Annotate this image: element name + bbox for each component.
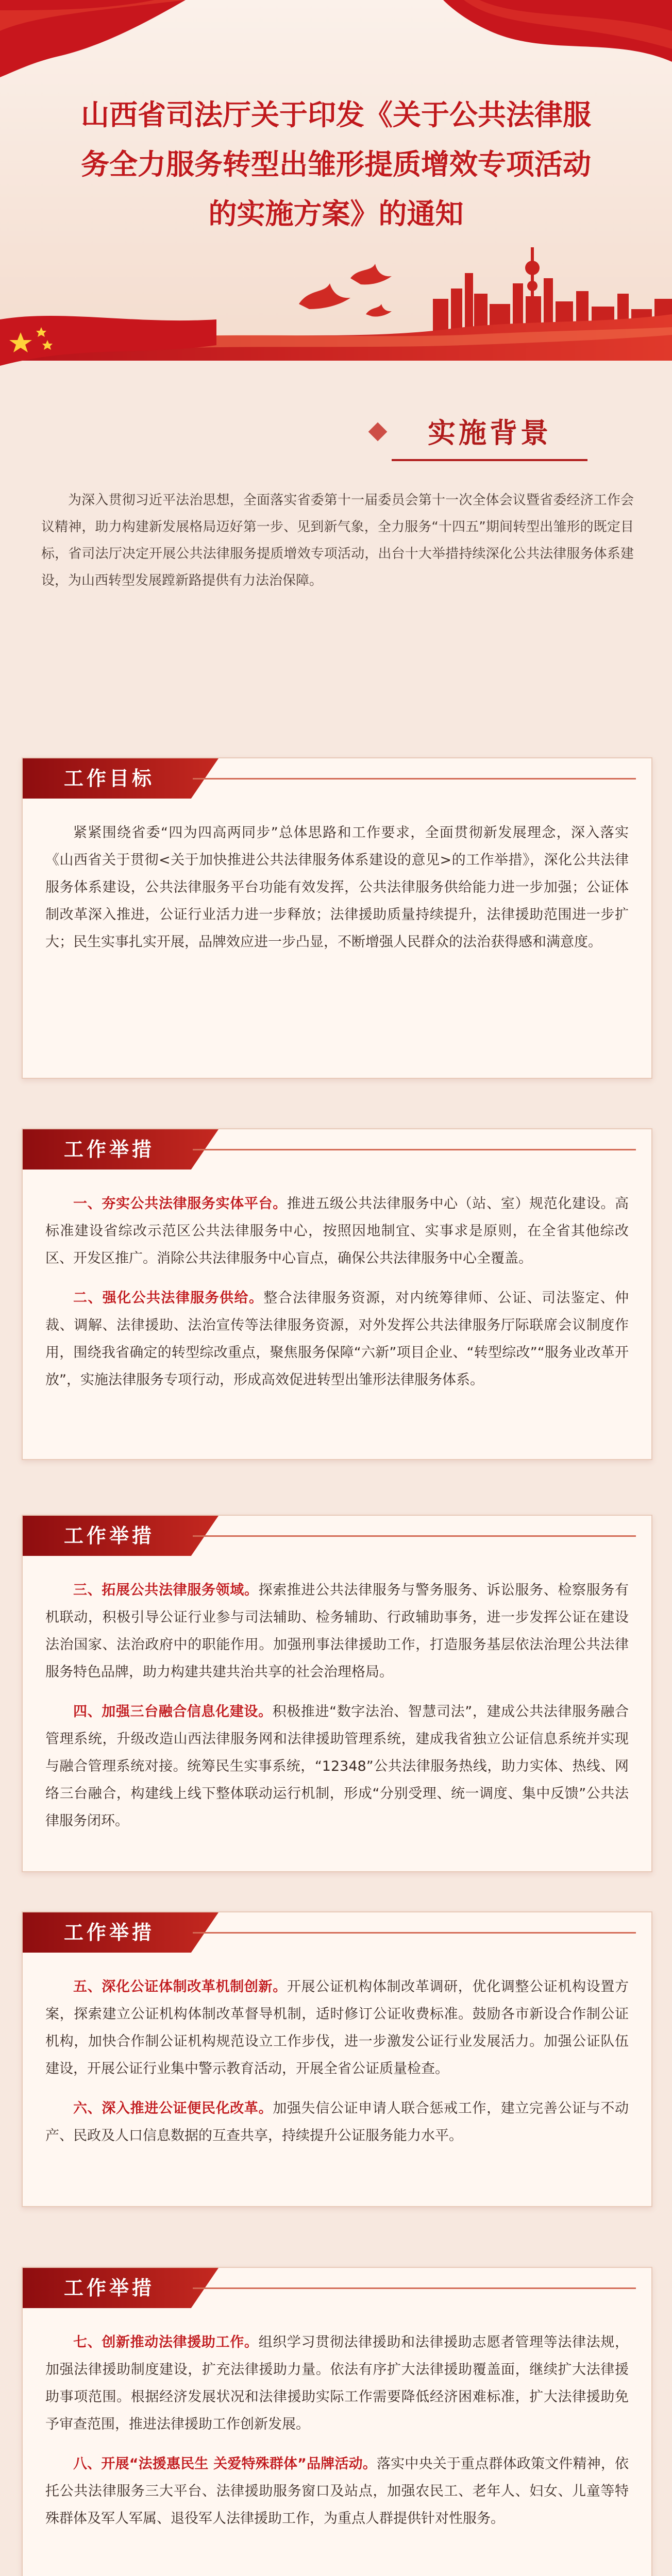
measures-body: [45, 1190, 629, 1406]
measure-text: 探索推进公共法律服务与警务服务、诉讼服务、检察服务有机联动，积极引导公证行业参与司法辅助、检务辅助、行政辅助事务，进一步发挥公证在建设法治国家、法治政府中的职能作用。加强刑事法律援助工作，打造服务基层依法治理公共法律服务特色品牌，助力构建共建共治共享的社会治理格局。: [45, 1582, 629, 1680]
heading-underline: [392, 459, 587, 461]
measure-text: 开展公证机构体制改革调研，优化调整公证机构设置方案，探索建立公证机构体制改革督导机制，适时修订公证收费标准。鼓励各市新设合作制公证机构，加快合作制公证机构规范设立工作步伐，进一步激发公证行业发展活力。加强公证队伍建设，开展公证行业集中警示教育活动，开展全省公证质量检查。: [45, 1979, 629, 2077]
measures-heading: 工作举措: [64, 1524, 155, 1547]
measure-lead: 三、拓展公共法律服务领域。: [73, 1582, 259, 1598]
background-heading-text: 实施背景: [428, 416, 551, 449]
title-line-3: 的实施方案》的通知: [208, 197, 464, 230]
measures-body: [45, 2329, 629, 2545]
measure-lead: 四、加强三台融合信息化建设。: [73, 1704, 273, 1720]
measures-heading: 工作举措: [64, 1921, 155, 1944]
flag-top-right: [443, 0, 672, 72]
goal-heading: 工作目标: [64, 767, 155, 790]
page-title: [77, 90, 595, 239]
title-line-1: 山西省司法厅关于印发《关于公共法律服: [80, 98, 591, 131]
measure-text: 落实中央关于重点群体政策文件精神，依托公共法律服务三大平台、法律援助服务窗口及站点，加强农民工、老年人、妇女、儿童等特殊群体及军人军属、退役军人法律援助工作，为重点人群提供针对性服务。: [45, 2456, 629, 2527]
measure-text: 加强失信公证申请人联合惩戒工作，建立完善公证与不动产、民政及人口信息数据的互查共享，持续提升公证服务能力水平。: [45, 2100, 629, 2144]
measures-body: [45, 1577, 629, 1847]
measures-card-1: [22, 1128, 652, 1460]
background-heading: [392, 410, 587, 464]
tab-rule: [193, 1149, 636, 1150]
measure-item: [45, 2450, 629, 2532]
goal-card: [22, 757, 652, 1079]
measure-text: 推进五级公共法律服务中心（站、室）规范化建设。高标准建设省综改示范区公共法律服务中心，按照因地制宜、实事求是原则，在全省其他综改区、开发区推广。消除公共法律服务中心盲点，确保公共法律服务中心全覆盖。: [45, 1196, 629, 1266]
header-banner: [0, 0, 672, 361]
measure-item: [45, 1698, 629, 1835]
tab-rule: [193, 778, 636, 779]
goal-text: 紧紧围绕省委“四为四高两同步”总体思路和工作要求，全面贯彻新发展理念，深入落实《山西省关于贯彻<关于加快推进公共法律服务体系建设的意见>的工作举措》，深化公共法律服务体系建设，公共法律服务平台功能有效发挥，公共法律服务供给能力进一步加强；公证体制改革深入推进，公证行业活力进一步释放；法律援助质量持续提升，法律援助范围进一步扩大；民生实事扎实开展，品牌效应进一步凸显，不断增强人民群众的法治获得感和满意度。: [45, 825, 629, 950]
measures-card-3: [22, 1911, 652, 2207]
measures-heading: 工作举措: [64, 2276, 155, 2299]
measure-item: [45, 1284, 629, 1394]
measure-text: 组织学习贯彻法律援助和法律援助志愿者管理等法律法规，加强法律援助制度建设，扩充法律援助力量。依法有序扩大法律援助覆盖面，继续扩大法律援助事项范围。根据经济发展状况和法律援助实际工作需要降低经济困难标准，扩大法律援助免予审查范围，推进法律援助工作创新发展。: [45, 2334, 629, 2432]
background-text: 为深入贯彻习近平法治思想，全面落实省委第十一届委员会第十一次全体会议暨省委经济工作会议精神，助力构建新发展格局迈好第一步、见到新气象，全力服务“十四五”期间转型出雏形的既定目标，省司法厅决定开展公共法律服务提质增效专项活动，出台十大举措持续深化公共法律服务体系建设，为山西转型发展蹚新路提供有力法治保障。: [41, 493, 634, 588]
measure-item: [45, 1973, 629, 2082]
measure-text: 积极推进“数字法治、智慧司法”，建成公共法律服务融合管理系统，升级改造山西法律服务网和法律援助管理系统，建成我省独立公证信息系统并实现与融合管理系统对接。统筹民生实事系统，“12348”公共法律服务热线，助力实体、热线、网络三台融合，构建线上线下整体联动运行机制，形成“分别受理、统一调度、集中反馈”公共法律服务闭环。: [45, 1704, 629, 1829]
title-line-2: 务全力服务转型出雏形提质增效专项活动: [80, 147, 591, 181]
measure-lead: 一、夯实公共法律服务实体平台。: [73, 1196, 287, 1212]
measure-lead: 五、深化公证体制改革机制创新。: [73, 1979, 287, 1995]
measure-lead: 六、深入推进公证便民化改革。: [73, 2100, 273, 2116]
measure-item: [45, 2095, 629, 2149]
flag-bottom-left: [0, 309, 216, 386]
measure-lead: 二、强化公共法律服务供给。: [73, 1290, 264, 1306]
tab-rule: [193, 1535, 636, 1537]
measure-lead: 八、开展“法援惠民生 关爱特殊群体”品牌活动。: [73, 2456, 377, 2472]
measure-text: 整合法律服务资源，对内统筹律师、公证、司法鉴定、仲裁、调解、法律援助、法治宣传等法律服务资源，对外发挥公共法律服务厅际联席会议制度作用，围绕我省确定的转型综改重点，聚焦服务保障“六新”项目企业、“转型综改”“服务业改革开放”，实施法律服务专项行动，形成高效促进转型出雏形法律服务体系。: [45, 1290, 629, 1388]
measure-item: [45, 2329, 629, 2438]
flag-top-left: [0, 0, 186, 77]
measures-body: [45, 1973, 629, 2162]
diamond-decoration-icon: [368, 422, 388, 442]
tab-rule: [193, 1932, 636, 1934]
measures-card-2: [22, 1515, 652, 1872]
tab-rule: [193, 2287, 636, 2289]
measure-item: [45, 1190, 629, 1272]
measure-item: [45, 1577, 629, 1686]
goal-body: [45, 819, 629, 968]
measures-card-4: [22, 2267, 652, 2576]
measures-heading: 工作举措: [64, 1138, 155, 1161]
measure-lead: 七、创新推动法律援助工作。: [73, 2334, 259, 2350]
